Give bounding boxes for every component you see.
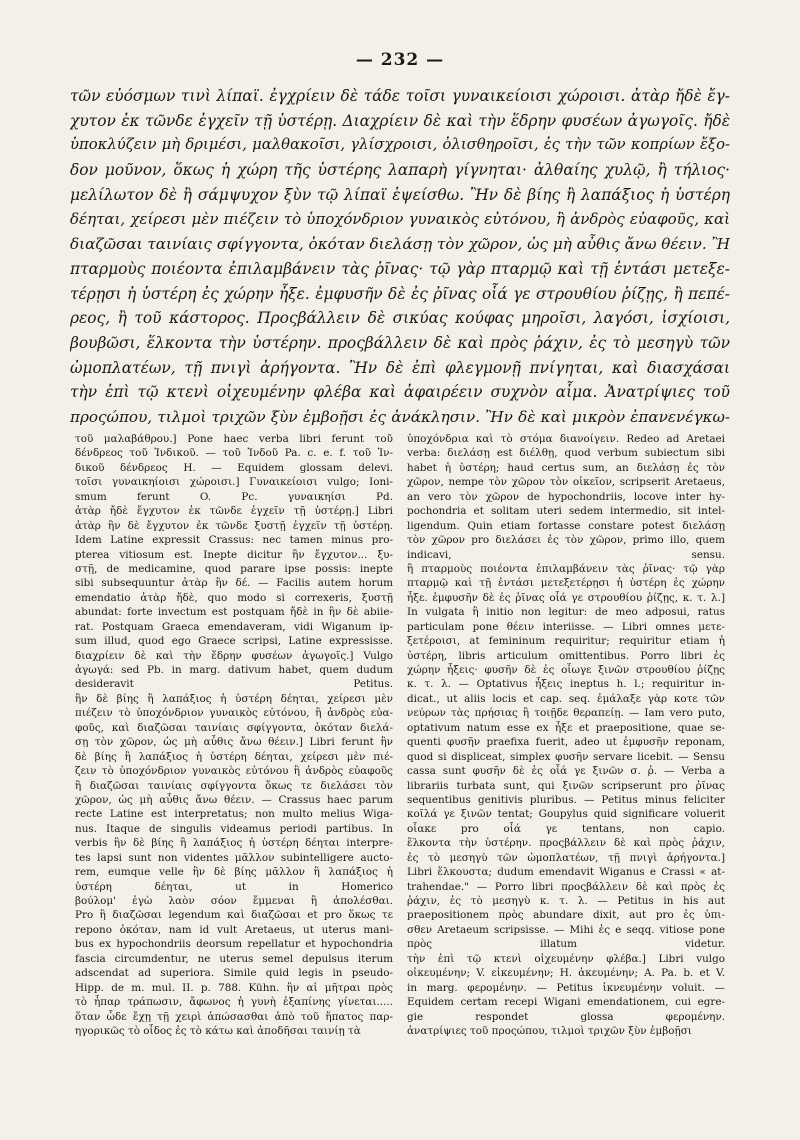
footnote-line: sibi subsequuntur ἀτὰρ ἢν δέ. — Facilis autem horum [75,577,393,590]
main-text-line: βουβῶσι, ἕλκοντα τὴν ὑστέρην. προςβάλλειν δὲ καὶ πρὸς ῥάχιν, ἐς τὸ μεσηγὺ τῶν [70,333,730,352]
footnote-line: indicavi, sensu. [407,548,725,561]
footnote-line: in marg. φερομένην. — Petitus ἰκνευμένην voluit. — [407,981,725,994]
footnote-line: στῇ, de medicamine, quod parare ipse possis: inepte [75,562,393,575]
footnote-line: οἷακε pro οἷά γε tentans, non capio. [407,822,725,835]
footnote-line: τοῦ μαλαβάθρου.] Pone haec verba libri ferunt τοῦ [75,433,393,445]
footnote-line: cassa sunt φυσῆν δὲ ἐς οἷά γε ξινῶν σ. ῥ. — Verba a [407,765,725,778]
footnote-line: ὑστέρη δέηται, ut in Homerico [75,880,393,893]
footnote-line: an vero τὸν χῶρον de hypochondriis, locove inter hy- [407,490,725,503]
footnote-line: Hipp. de m. mul. II. p. 788. Kühn. ἢν αἱ μῆτραι πρὸς [75,981,393,994]
footnote-line: ἢ διαζῶσαι ταινίαις σφίγγοντα ὅκως τε διελάσει τὸν [75,779,393,792]
footnote-line: διαχρίειν δὲ καὶ τὴν ἕδρην φυσέων ἀγωγοῖς.] Vulgo [75,649,393,662]
footnote-line: ζειν τὸ ὑποχόνδριον γυναικὸς εὐτόνου ἢ ἀνδρὸς εὐαφοῦς [75,765,393,778]
footnote-line: ὅταν ὧδε ἔχῃ τῇ χειρὶ ἀπώσασθαι ἀπὸ τοῦ ἥπατος παρ- [75,1010,393,1023]
footnote-line: ξετέροισι, at femininum requiritur; requiritur etiam ἡ [407,635,725,648]
footnote-line: ἕλκοντα τὴν ὑστέρην. προςβάλλειν δὲ καὶ πρὸς ῥάχιν, [407,837,725,850]
footnote-line: ηγορικῶς τὸ οἶδος ἐς τὸ κάτω καὶ ἀποδῆσαι ταινίῃ τὰ [75,1024,361,1037]
footnote-line: rat. Postquam Graeca emendaveram, vidi Wiganum ip- [75,620,393,633]
footnote-line: nus. Itaque de singulis videamus periodi partibus. In [75,822,393,835]
footnote-line: trahendae." — Porro libri προςβάλλειν δὲ καὶ πρὸς ἐς [407,880,725,893]
footnote-line: gie respondet glossa φερομένην. [407,1010,725,1023]
main-text-line: ὑποκλύζειν μὴ δριμέσι, μαλθακοῖσι, γλίσχροισι, ὀλισθηροῖσι, ἐς τὴν τῶν κοπρίων ἔξο- [70,136,730,154]
main-text-line: δέηται, χείρεσι μὲν πιέζειν τὸ ὑποχόνδριον γυναικὸς εὐτόνου, ἢ ἀνδρὸς εὐαφοῦς, καὶ [70,210,730,229]
footnote-line: verbis ἢν δὲ βίης ἢ λαπάξιος ἡ ὑστέρη δέηται interpre- [75,837,393,850]
footnote-line: ὑποχόνδρια καὶ τὸ στόμα διανοίγειν. Redeo ad Aretaei [407,433,725,445]
footnote-line: ἧξε. ἐμφυσῆν δὲ ἐς ῥῖνας οἷά γε στρουθίου ῥίζῃς, κ. τ. λ.] [407,591,725,604]
footnote-line: quenti φυσῆν praefixa fuerit, adeo ut ἐμφυσῆν reponam, [407,736,725,749]
footnote-line: χώρην ἧξεις· φυσῆν δὲ ἐς οἷωγε ξινῶν στρουθίου ῥίζῃς [407,664,725,676]
main-text-line: μελίλωτον δὲ ἢ σάμψυχον ξὺν τῷ λίπαϊ ἑψείσθω. Ἢν δὲ βίης ἢ λαπάξιος ἡ ὑστέρη [70,185,730,204]
footnote-line: Libri ἕλκουστα; dudum emendavit Wiganus e Crassi « at- [407,866,725,879]
main-text-line: πταρμοὺς ποιέοντα ἐπιλαμβάνειν τὰς ῥῖνας· τῷ γὰρ πταρμῷ καὶ τῇ ἐντάσι μετεξε- [70,259,730,278]
footnote-line: τοῖσι γυναικηίοισι χώροισι.] Γυναικείοισι vulgo; Ioni- [75,476,393,489]
footnote-line: emendatio ἀτὰρ ἤδὲ, quo modo si correxeris, ξυστῇ [75,591,393,604]
footnote-line: praepositionem πρὸς abundare dixit, aut pro ἐς ὑπι- [407,909,725,922]
main-text-line: διαζῶσαι ταινίαις σφίγγοντα, ὁκόταν διελάσῃ τὸν χῶρον, ὡς μὴ αὖθις ἄνω θέειν. Ἢ [70,235,730,254]
footnote-line: δικοῦ δένδρεος H. — Equidem glossam delevi. [75,461,393,474]
footnote-line: δένδρεος τοῦ Ἰνδικοῦ. — τοῦ Ἰνδοῦ Pa. c. e. f. τοῦ Ἰν- [75,447,393,460]
footnote-line: tes lapsi sunt non videntes μᾶλλον subintelligere aucto- [75,851,393,864]
footnote-line: σθεν Aretaeum scripsisse. — Mihi ἐς e seqq. vitiose pone [407,923,725,936]
footnote-line: ἢν δὲ βίης ἢ λαπάξιος ἡ ὑστέρη δέηται, χείρεσι μὲν [75,692,393,705]
footnote-line: ἀτὰρ ἢν δὲ ἔγχυτον ἐκ τῶνδε ξυστῇ ἐγχεῖν τῇ ὑστέρῃ. [75,519,393,532]
footnote-line: adscendat ad superiora. Simile quid legis in pseudo- [75,967,393,980]
footnote-line: πταρμῷ καὶ τῇ ἐντάσι μετεξετέρῃσι ἡ ὑστέρη ἐς χώρην [407,577,725,590]
main-text-line: τὴν ἐπὶ τῷ κτενὶ οἰχευμένην φλέβα καὶ ἀφαιρέειν συχνὸν αἷμα. Ἀνατρίψιες τοῦ [70,383,730,402]
footnote-line: habet ἡ ὑστέρη; haud certus sum, an διελάσῃ ἐς τὸν [407,461,725,474]
footnote-line: κ. τ. λ. — Optativus ἧξεις ineptus h. l.; requiritur in- [407,678,725,691]
footnote-line: fascia circumdentur, ne uterus semel depulsus iterum [75,952,393,965]
footnote-line: σῃ τὸν χῶρον, ὡς μὴ αὖθις ἄνω θέειν.] Libri ferunt ἢν [75,736,393,749]
footnotes [75,432,725,1038]
main-text-line: τῶν εὐόσμων τινὶ λίπαϊ. ἐγχρίειν δὲ τάδε τοῖσι γυναικείοισι χώροισι. ἀτὰρ ἤδὲ ἔγ- [70,87,730,105]
main-text [70,84,730,430]
footnote-line: In vulgata ἢ initio non legitur: de meo adposui, ratus [407,606,725,619]
footnote-line: κοῖλά γε ξινῶν tentat; Goupylus quid significare voluerit [407,808,725,821]
footnote-line: librariis turbata sunt, qui ξινῶν scripserunt pro ῥῖνας [407,779,725,792]
footnote-line: χῶρον, ὡς μὴ αὖθις ἄνω θέειν. — Crassus haec parum [75,793,393,806]
footnote-line: repono ὁκόταν, nam id vult Aretaeus, ut uterus mani- [75,923,393,936]
footnote-line: Equidem certam recepi Wigani emendationem, cui egre- [407,996,725,1009]
footnote-line: τὸν χῶρον pro διελάσει ἐς τὸν χῶρον, primo illo, quem [407,534,725,547]
footnote-line: dicat., ut aliis locis et cap. seq. ἐμάλαξε γὰρ κοτε τῶν [407,692,725,705]
main-text-line: χυτον ἐκ τῶνδε ἐγχεῖν τῇ ὑστέρῃ. Διαχρίειν δὲ καὶ τὴν ἕδρην φυσέων ἀγωγοῖς. ἤδὲ [70,111,730,130]
footnote-line: πρὸς illatum videtur. [407,938,725,951]
main-text-line: ρεος, ἢ τοῦ κάστορος. Προςβάλλειν δὲ σικύας κούφας μηροῖσι, λαγόσι, ἰσχίοισι, [70,309,730,328]
footnote-line: τὴν ἐπὶ τῷ κτενὶ οἰχευμένην φλέβα.] Libri vulgo [407,952,725,965]
footnote-line: ἢ πταρμοὺς ποιέοντα ἐπιλαμβάνειν τὰς ῥῖνας· τῷ γὰρ [407,562,725,575]
footnote-line: pochondria et solitam uteri sedem intermedio, sit intel- [407,505,725,518]
footnote-line: ὑστέρη, libris articulum omittentibus. Porro libri ἐς [407,649,725,662]
footnote-line: ἀγωγά: sed Pb. in marg. dativum habet, quem dudum [75,664,393,676]
page-number: — 232 — [355,50,445,70]
footnote-line: smum ferunt O. Pc. γυναικηίσι Pd. [75,490,393,503]
footnote-line: bus ex hypochondriis deorsum repellatur et hypochondria [75,938,393,951]
footnote-line: sequentibus genitivis pluribus. — Petitus minus feliciter [407,793,725,806]
footnote-line: πιέζειν τὸ ὑποχόνδριον γυναικὸς εὐτόνου, ἢ ἀνδρὸς εὐα- [75,707,393,720]
footnote-line: desideravit Petitus. [75,678,393,691]
main-text-line: δον μοῦνον, ὅκως ἡ χώρη τῆς ὑστέρης λαπαρὴ γίγνηται· ἀλθαίης χυλῷ, ἢ τήλιος· [70,161,730,180]
footnote-line: ἀτὰρ ἤδὲ ἔγχυτον ἐκ τῶνδε ἐγχεῖν τῇ ὑστέρῃ.] Libri [75,505,393,518]
footnote-line: χῶρον, nempe τὸν χῶρον τὸν οἰκεῖον, scripserit Aretaeus, [407,476,725,489]
footnote-line: sum illud, quod ego Graece scripsi, Latine expressisse. [75,635,393,648]
footnote-line: φοῦς, καὶ διαζῶσαι ταινίαις σφίγγοντα, ὁκόταν διελά- [75,721,393,734]
footnote-line: abundat: forte invectum est postquam ἤδὲ in ἢν δὲ abiie- [75,606,393,619]
main-text-line: τέρῃσι ἡ ὑστέρη ἐς χώρην ἧξε. ἐμφυσῆν δὲ ἐς ῥῖνας οἷά γε στρουθίου ῥίζῃς, ἢ πεπέ- [70,284,730,303]
footnotes-left-column [75,432,393,1038]
footnotes-right-column [407,432,725,1038]
footnote-line: ῥάχιν, ἐς τὸ μεσηγὺ κ. τ. λ. — Petitus in his aut [407,895,725,907]
footnote-line: quod si displiceat, simplex φυσῆν servare licebit. — Sensu [407,750,725,763]
footnote-line: Pro ἢ διαζῶσαι legendum καὶ διαζῶσαι et pro ὅκως τε [75,909,393,922]
footnote-line: ligendum. Quin etiam fortasse constare potest διελάσῃ [407,519,725,532]
footnote-line: particulam pone θέειν interiisse. — Libri omnes μετε- [407,620,725,633]
footnote-line: τὸ ἧπαρ τράπωσιν, ἄφωνος ἡ γυνὴ ἐξαπίνης γίνεται..... [75,996,393,1009]
footnote-line: δὲ βίης ἢ λαπάξιος ἡ ὑστέρη δέηται, χείρεσι μὲν πιέ- [75,750,393,763]
footnote-line: pterea vitiosum est. Inepte dicitur ἢν ἔγχυτον... ξυ- [75,548,393,561]
footnote-line: ἐς τὸ μεσηγὺ τῶν ὠμοπλατέων, τῇ πνιγὶ ἀρήγοντα.] [407,851,725,864]
footnote-line: rem, eumque velle ἢν δὲ βίης μᾶλλον ἢ λαπάξιος ἡ [75,866,393,879]
footnote-line: optativum natum esse ex ἧξε et praepositione, quae se- [407,721,725,734]
footnote-line: οἰκευμένην; V. εἰκευμένην; H. ἀκευμένην; A. Pa. b. et V. [407,967,725,980]
footnote-line: verba: διελάσῃ est διέλθῃ, quod verbum subiectum sibi [407,447,725,460]
footnote-line: ἀνατρίψιες τοῦ προςώπου, τιλμοὶ τριχῶν ξὺν ἐμβοῇσι [407,1024,692,1037]
footnote-line: recte Latine est interpretatus; non multo melius Wiga- [75,808,393,821]
footnote-line: Idem Latine expressit Crassus: nec tamen minus pro- [75,534,393,547]
footnote-line: βούλομ' ἐγὼ λαὸν σόον ἔμμεναι ἢ ἀπολέσθαι. [75,895,393,907]
main-text-line: προςώπου, τιλμοὶ τριχῶν ξὺν ἐμβοῇσι ἐς ἀνάκλησιν. Ἢν δὲ καὶ μικρὸν ἐπανενέγκω- [70,407,730,426]
main-text-line: ὠμοπλατέων, τῇ πνιγὶ ἀρήγοντα. Ἢν δὲ ἐπὶ φλεγμονῇ πνίγηται, καὶ διασχάσαι [70,358,730,377]
footnote-line: νεύρων τὰς πρήσιας ἢ τοιῇδε θεραπείῃ. — Iam vero puto, [407,707,725,720]
